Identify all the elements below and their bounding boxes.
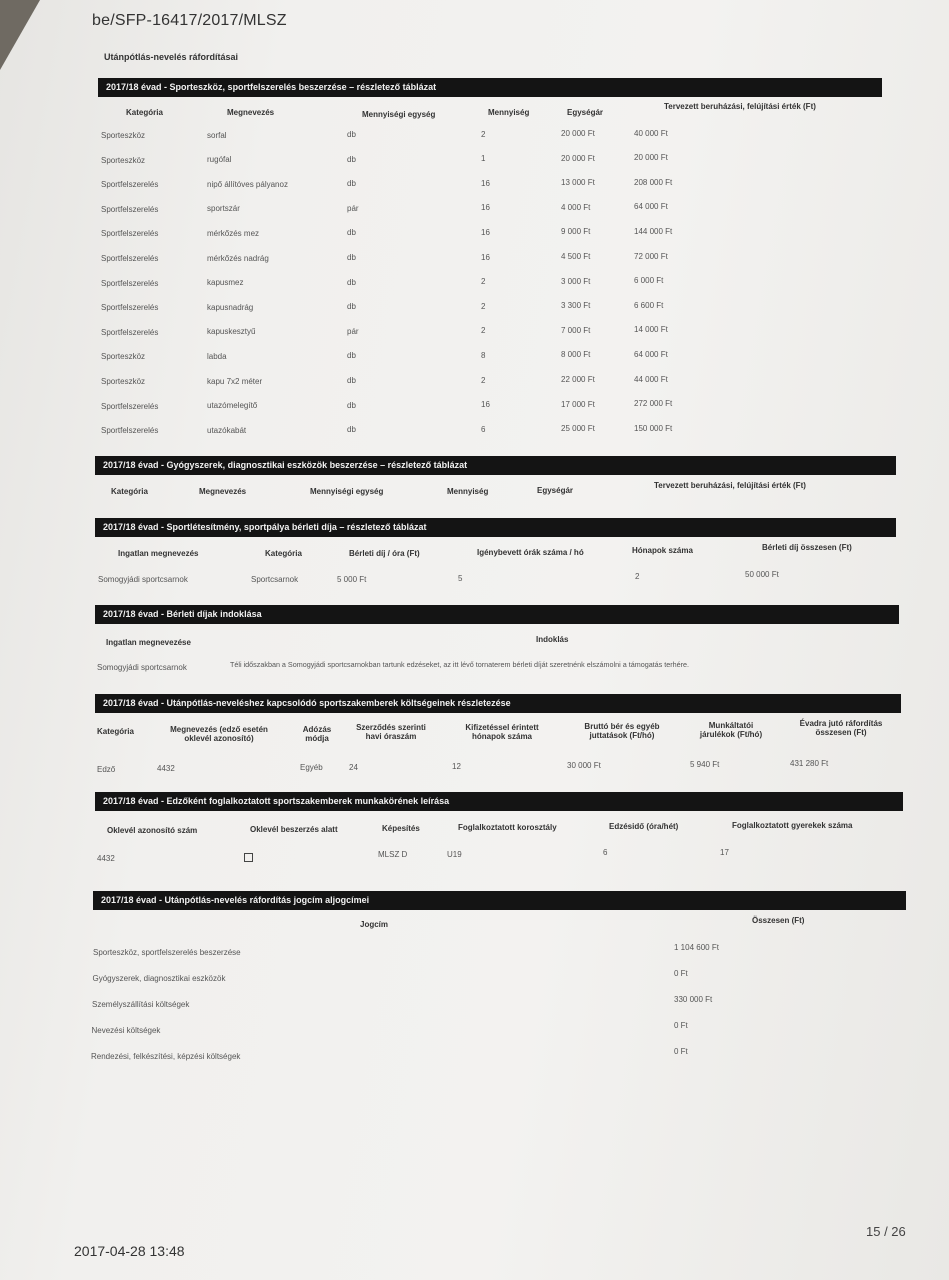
page-corner-shadow <box>0 0 40 70</box>
equipment-row-unit-price: 13 000 Ft <box>561 178 595 188</box>
subtitle-label: Gyógyszerek, diagnosztikai eszközök <box>92 974 226 983</box>
equipment-row-unit-price: 9 000 Ft <box>561 227 591 237</box>
equipment-row-name: kapusmez <box>207 278 244 288</box>
col-header-gross-salary-line-2: juttatások (Ft/hó) <box>589 731 655 740</box>
equipment-row-quantity: 2 <box>481 375 486 385</box>
col-header-category: Kategória <box>111 487 148 496</box>
col-header-tax-mode <box>296 725 338 743</box>
equipment-row-unit: db <box>347 179 356 189</box>
col-header-season-total-line-2: összesen (Ft) <box>815 728 867 737</box>
equipment-row-unit: db <box>347 253 356 262</box>
equipment-row-planned-value: 40 000 Ft <box>634 128 668 138</box>
staff-monthly-hours: 24 <box>349 763 358 772</box>
section-header-coach-duties: 2017/18 évad - Edzőként foglalkoztatott sportszakemberek munkakörének leírása <box>95 792 903 811</box>
rent-months: 2 <box>635 572 640 581</box>
coach-children-count: 17 <box>720 848 729 857</box>
equipment-row-category: Sporteszköz <box>101 352 146 362</box>
equipment-row-name: kapuskesztyű <box>207 327 256 337</box>
equipment-row-planned-value: 20 000 Ft <box>634 153 668 163</box>
equipment-row-planned-value: 208 000 Ft <box>634 177 673 187</box>
col-header-rent-total: Bérleti díj összesen (Ft) <box>762 543 852 552</box>
col-header-qualification: Képesítés <box>382 824 420 833</box>
subtitle-value: 0 Ft <box>674 1021 688 1030</box>
equipment-row-planned-value: 64 000 Ft <box>634 349 668 359</box>
equipment-row-name: labda <box>207 351 227 361</box>
equipment-row-planned-value: 150 000 Ft <box>634 423 673 433</box>
col-header-training-time: Edzésidő (óra/hét) <box>609 822 679 831</box>
equipment-row-name: rugófal <box>207 155 232 165</box>
equipment-row-unit-price: 3 000 Ft <box>561 276 591 286</box>
equipment-row-planned-value: 6 600 Ft <box>634 300 664 310</box>
col-header-planned-value: Tervezett beruházási, felújítási érték (Ft) <box>664 102 816 111</box>
justification-text: Téli időszakban a Somogyjádi sportcsarnokban tartunk edzéseket, az itt lévő tornaterem bérleti díját szeretnénk elszámolni a támogatás terhére. <box>230 660 690 669</box>
equipment-row-quantity: 16 <box>481 203 490 213</box>
col-header-unit-price: Egységár <box>537 486 574 495</box>
col-header-children-count: Foglalkoztatott gyerekek száma <box>732 821 853 830</box>
equipment-row-unit-price: 7 000 Ft <box>561 325 591 335</box>
col-header-quantity: Mennyiség <box>447 487 489 496</box>
section-header-medicine: 2017/18 évad - Gyógyszerek, diagnosztikai eszközök beszerzése – részletező táblázat <box>95 456 896 475</box>
equipment-row-name: kapusnadrág <box>207 302 254 312</box>
equipment-row-unit-price: 25 000 Ft <box>561 424 595 434</box>
col-header-designation <box>154 725 284 743</box>
col-header-diploma-id: Oklevél azonosító szám <box>107 826 198 835</box>
staff-paid-months: 12 <box>452 762 461 771</box>
equipment-row-planned-value: 272 000 Ft <box>634 399 673 409</box>
staff-gross-salary: 30 000 Ft <box>567 761 601 770</box>
equipment-row-unit-price: 8 000 Ft <box>561 350 591 360</box>
col-header-property: Ingatlan megnevezése <box>106 638 191 647</box>
equipment-row-unit: db <box>347 228 356 238</box>
col-header-total: Összesen (Ft) <box>752 916 805 925</box>
equipment-row-quantity: 1 <box>481 154 486 164</box>
equipment-row-quantity: 16 <box>481 252 490 262</box>
subtitle-label: Személyszállítási költségek <box>92 1000 190 1009</box>
coach-qualification: MLSZ D <box>378 850 408 859</box>
col-header-category: Kategória <box>265 549 302 558</box>
equipment-row-quantity: 16 <box>481 400 490 410</box>
equipment-row-category: Sportfelszerelés <box>101 426 159 436</box>
equipment-row-name: nipő állítóves pályanoz <box>207 179 288 189</box>
staff-tax-mode: Egyéb <box>300 763 323 772</box>
rent-category: Sportcsarnok <box>251 575 299 584</box>
subtitle-label: Sporteszköz, sportfelszerelés beszerzése <box>93 948 241 957</box>
page-subtitle: Utánpótlás-nevelés ráfordításai <box>104 52 239 62</box>
staff-designation: 4432 <box>157 764 175 773</box>
equipment-row-name: mérkőzés mez <box>207 228 260 238</box>
page-number: 15 / 26 <box>866 1224 906 1239</box>
equipment-row-unit: db <box>347 154 356 164</box>
equipment-row-category: Sportfelszerelés <box>101 303 159 313</box>
equipment-row-planned-value: 72 000 Ft <box>634 251 668 261</box>
equipment-row-name: utazómelegítő <box>207 401 258 411</box>
col-header-monthly-hours <box>346 723 436 741</box>
equipment-row-unit-price: 17 000 Ft <box>561 399 595 409</box>
col-header-monthly-hours-line-2: havi óraszám <box>365 732 417 741</box>
equipment-row-name: sorfal <box>207 130 227 140</box>
subtitle-value: 0 Ft <box>674 1047 688 1056</box>
equipment-row-quantity: 16 <box>481 227 490 237</box>
col-header-name: Megnevezés <box>199 487 247 496</box>
equipment-row-category: Sportfelszerelés <box>101 254 159 263</box>
col-header-quantity: Mennyiség <box>488 108 530 117</box>
col-header-diploma-pending: Oklevél beszerzés alatt <box>250 825 338 834</box>
document-id: be/SFP-16417/2017/MLSZ <box>92 12 287 29</box>
equipment-row-unit: db <box>347 376 356 385</box>
coach-training-time: 6 <box>603 848 608 857</box>
justification-property: Somogyjádi sportcsarnok <box>97 663 187 672</box>
rent-per-hour: 5 000 Ft <box>337 575 367 584</box>
equipment-row-unit: db <box>347 277 356 287</box>
subtitle-value: 330 000 Ft <box>674 995 713 1004</box>
equipment-row-category: Sportfelszerelés <box>101 401 159 411</box>
equipment-row-planned-value: 144 000 Ft <box>634 226 673 236</box>
coach-age-group: U19 <box>447 850 462 859</box>
equipment-row-name: sportszár <box>207 204 240 214</box>
subtitle-value: 0 Ft <box>674 969 688 978</box>
equipment-row-unit: pár <box>347 326 359 336</box>
section-header-staff-costs: 2017/18 évad - Utánpótlás-neveléshez kapcsolódó sportszakemberek költségeinek részletezése <box>95 694 901 713</box>
equipment-row-planned-value: 64 000 Ft <box>634 202 668 212</box>
col-header-age-group: Foglalkoztatott korosztály <box>458 823 557 832</box>
equipment-row-planned-value: 44 000 Ft <box>634 374 668 384</box>
section-header-facility-rent: 2017/18 évad - Sportlétesítmény, sportpálya bérleti díja – részletező táblázat <box>95 518 896 537</box>
col-header-justification: Indoklás <box>536 635 569 644</box>
equipment-row-quantity: 2 <box>481 129 486 139</box>
col-header-unit-price: Egységár <box>567 108 604 117</box>
col-header-category: Kategória <box>126 108 163 117</box>
col-header-months: Hónapok száma <box>632 546 693 555</box>
equipment-row-unit-price: 3 300 Ft <box>561 301 591 311</box>
equipment-row-category: Sporteszköz <box>101 377 146 386</box>
staff-category: Edző <box>97 765 116 774</box>
equipment-row-unit: pár <box>347 203 359 213</box>
col-header-unit: Mennyiségi egység <box>362 110 436 119</box>
equipment-row-quantity: 8 <box>481 350 486 360</box>
section-header-subtitles: 2017/18 évad - Utánpótlás-nevelés ráfordítás jogcím aljogcímei <box>93 891 906 910</box>
col-header-monthly-hours-line-1: Szerződés szerinti <box>356 723 426 732</box>
section-header-rent-justification: 2017/18 évad - Bérleti díjak indoklása <box>95 605 899 624</box>
equipment-row-quantity: 16 <box>481 178 490 188</box>
col-header-title: Jogcím <box>360 920 389 929</box>
equipment-row-category: Sportfelszerelés <box>101 327 159 337</box>
equipment-row-category: Sporteszköz <box>101 131 146 140</box>
col-header-designation-line-2: oklevél azonosító) <box>184 734 254 743</box>
subtitle-label: Rendezési, felkészítési, képzési költségek <box>91 1052 241 1061</box>
col-header-hours-per-month: Igénybevett órák száma / hó <box>477 548 584 557</box>
rent-property: Somogyjádi sportcsarnok <box>98 575 188 584</box>
diploma-pending-checkbox[interactable] <box>244 853 253 862</box>
equipment-row-unit-price: 22 000 Ft <box>561 375 595 384</box>
staff-employer-contrib: 5 940 Ft <box>690 760 720 769</box>
col-header-category: Kategória <box>97 727 134 736</box>
equipment-row-planned-value: 14 000 Ft <box>634 325 668 335</box>
col-header-paid-months-line-1: Kifizetéssel érintett <box>465 723 539 732</box>
col-header-planned-value: Tervezett beruházási, felújítási érték (Ft) <box>654 481 806 490</box>
col-header-rent-per-hour: Bérleti díj / óra (Ft) <box>349 549 420 558</box>
col-header-tax-mode-line-2: módja <box>305 734 329 743</box>
equipment-row-quantity: 2 <box>481 277 486 287</box>
col-header-property: Ingatlan megnevezés <box>118 549 199 558</box>
col-header-paid-months-line-2: hónapok száma <box>471 732 532 741</box>
equipment-row-unit-price: 20 000 Ft <box>561 129 595 138</box>
equipment-row-category: Sportfelszerelés <box>101 229 159 239</box>
col-header-season-total <box>786 719 896 737</box>
col-header-paid-months <box>452 723 552 741</box>
col-header-unit: Mennyiségi egység <box>310 487 384 496</box>
equipment-row-unit: db <box>347 351 356 361</box>
equipment-row-unit: db <box>347 130 356 139</box>
subtitle-label: Nevezési költségek <box>91 1026 161 1035</box>
equipment-row-category: Sportfelszerelés <box>101 278 159 288</box>
col-header-designation-line-1: Megnevezés (edző esetén <box>170 725 268 734</box>
print-timestamp: 2017-04-28 13:48 <box>74 1243 185 1259</box>
equipment-row-unit-price: 20 000 Ft <box>561 153 595 163</box>
coach-diploma-id: 4432 <box>97 854 115 863</box>
col-header-season-total-line-1: Évadra jutó ráfordítás <box>799 719 883 728</box>
col-header-name: Megnevezés <box>227 108 275 117</box>
staff-season-total: 431 280 Ft <box>790 759 829 768</box>
col-header-gross-salary-line-1: Bruttó bér és egyéb <box>584 722 660 731</box>
equipment-row-unit: db <box>347 302 356 312</box>
equipment-row-unit-price: 4 000 Ft <box>561 202 591 212</box>
equipment-row-name: mérkőzés nadrág <box>207 253 269 263</box>
rent-hours: 5 <box>458 574 463 583</box>
equipment-row-unit: db <box>347 400 356 410</box>
equipment-row-unit: db <box>347 425 356 435</box>
col-header-employer-contrib <box>688 721 774 739</box>
subtitle-value: 1 104 600 Ft <box>674 943 719 952</box>
rent-total: 50 000 Ft <box>745 570 779 579</box>
equipment-row-name: utazókabát <box>207 425 247 435</box>
equipment-row-planned-value: 6 000 Ft <box>634 276 664 286</box>
col-header-employer-contrib-line-2: járulékok (Ft/hó) <box>699 730 763 739</box>
equipment-row-category: Sporteszköz <box>101 155 146 165</box>
equipment-row-category: Sportfelszerelés <box>101 204 159 214</box>
equipment-row-unit-price: 4 500 Ft <box>561 252 591 261</box>
col-header-tax-mode-line-1: Adózás <box>302 725 332 734</box>
section-header-equipment: 2017/18 évad - Sporteszköz, sportfelszerelés beszerzése – részletező táblázat <box>98 78 882 97</box>
col-header-employer-contrib-line-1: Munkáltatói <box>708 721 754 730</box>
equipment-row-name: kapu 7x2 méter <box>207 376 263 386</box>
equipment-row-quantity: 2 <box>481 326 486 336</box>
equipment-row-category: Sportfelszerelés <box>101 180 159 190</box>
col-header-gross-salary <box>570 722 674 740</box>
equipment-row-quantity: 2 <box>481 301 486 311</box>
equipment-row-quantity: 6 <box>481 424 486 434</box>
